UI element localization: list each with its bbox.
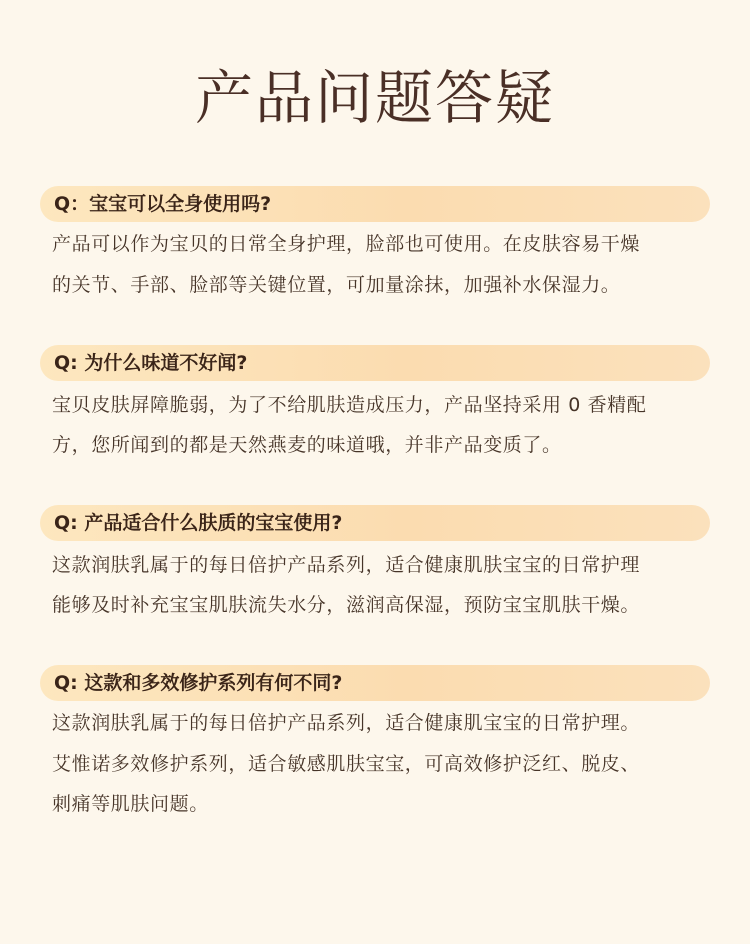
answer-line: 的关节、手部、脸部等关键位置，可加量涂抹，加强补水保湿力。 [52, 274, 621, 296]
answer-line: 能够及时补充宝宝肌肤流失水分，滋润高保湿，预防宝宝肌肤干燥。 [52, 594, 641, 616]
answer-line: 这款润肤乳属于的每日倍护产品系列，适合健康肌宝宝的日常护理。 [52, 712, 641, 734]
answer-line: 刺痛等肌肤问题。 [52, 793, 209, 815]
question-text: Q: 这款和多效修护系列有何不同? [54, 672, 343, 694]
answer-line: 这款润肤乳属于的每日倍护产品系列，适合健康肌肤宝宝的日常护理 [52, 554, 641, 576]
answer-line: 产品可以作为宝贝的日常全身护理，脸部也可使用。在皮肤容易干燥 [52, 233, 641, 255]
page-title: 产品问题答疑 [194, 64, 555, 132]
answer-line: 方，您所闻到的都是天然燕麦的味道哦，并非产品变质了。 [52, 434, 562, 456]
question-text: Q: 为什么味道不好闻? [54, 352, 248, 374]
answer-line: 艾惟诺多效修护系列，适合敏感肌肤宝宝，可高效修护泛红、脱皮、 [52, 753, 641, 775]
question-text: Q：宝宝可以全身使用吗? [54, 193, 272, 215]
answer-line: 宝贝皮肤屏障脆弱，为了不给肌肤造成压力，产品坚持采用 0 香精配 [52, 394, 647, 416]
question-text: Q: 产品适合什么肤质的宝宝使用? [54, 512, 343, 534]
